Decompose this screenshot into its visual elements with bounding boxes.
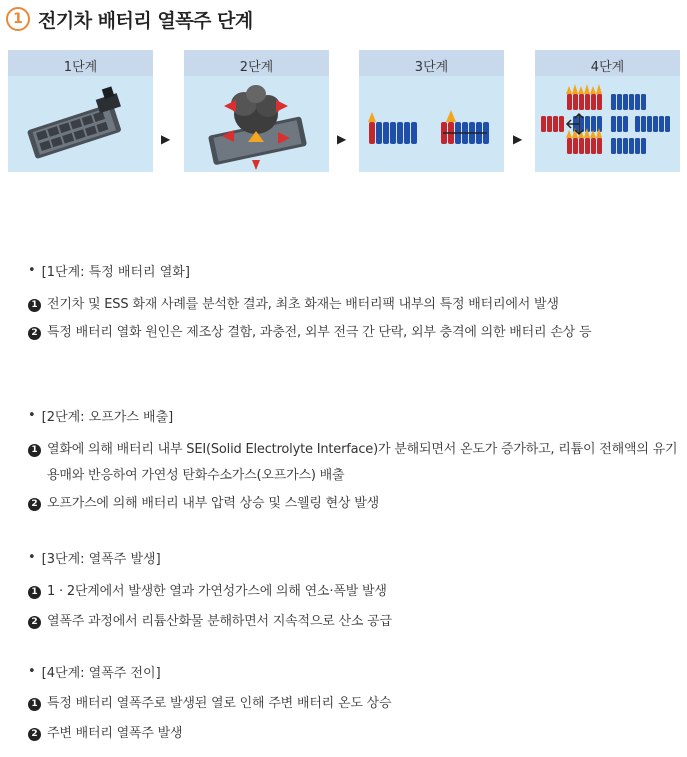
list-item-text: 특정 배터리 열폭주로 발생된 열로 인해 주변 배터리 온도 상승: [47, 696, 392, 711]
list-item-text: 열화에 의해 배터리 내부 SEI(Solid Electrolyte Interface)가 분해되면서 온도가 증가하고, 리튬이 전해액의 유기용매와 반응하여 가연성 탄화수소가스(오프가스) 배출: [47, 442, 678, 483]
list-item: [28, 320, 678, 346]
section-heading: [28, 661, 678, 681]
list-item-text: 오프가스에 의해 배터리 내부 압력 상승 및 스웰링 현상 발생: [47, 496, 379, 511]
list-item: [28, 609, 678, 635]
stage-1-image: [8, 76, 153, 172]
section-stage-2: [28, 405, 678, 517]
arrow-icon: ▶: [161, 132, 171, 146]
section-stage-1: [28, 260, 678, 346]
number-badge-icon: 2: [28, 498, 41, 511]
stage-2-header: 2단계: [184, 50, 329, 81]
section-stage-4: [28, 661, 678, 747]
section-heading-text: [4단계: 열폭주 전이]: [41, 665, 161, 681]
title-text: 전기차 배터리 열폭주 단계: [38, 9, 253, 32]
list-item: [28, 437, 678, 489]
arrow-icon: ▶: [513, 132, 523, 146]
section-heading: [28, 547, 678, 567]
list-item-text: 1 · 2단계에서 발생한 열과 가연성가스에 의해 연소·폭발 발생: [47, 584, 387, 599]
list-item: [28, 721, 678, 747]
title-number-badge: 1: [6, 7, 30, 31]
number-badge-icon: 1: [28, 444, 41, 457]
stage-2-image: [184, 76, 329, 172]
number-badge-icon: 2: [28, 327, 41, 340]
section-heading-text: [1단계: 특정 배터리 열화]: [41, 264, 190, 280]
list-item: [28, 292, 678, 318]
number-badge-icon: 1: [28, 586, 41, 599]
bullet-icon: •: [28, 663, 36, 679]
section-heading-text: [2단계: 오프가스 배출]: [41, 409, 174, 425]
list-item-text: 전기차 및 ESS 화재 사례를 분석한 결과, 최초 화재는 배터리팩 내부의 특정 배터리에서 발생: [47, 297, 559, 312]
number-badge-icon: 1: [28, 299, 41, 312]
number-badge-icon: 2: [28, 728, 41, 741]
list-item-text: 주변 배터리 열폭주 발생: [47, 726, 183, 741]
section-heading-text: [3단계: 열폭주 발생]: [41, 551, 161, 567]
bullet-icon: •: [28, 549, 36, 565]
list-item-text: 특정 배터리 열화 원인은 제조상 결함, 과충전, 외부 전극 간 단락, 외부 충격에 의한 배터리 손상 등: [47, 325, 592, 340]
stage-1-header: 1단계: [8, 50, 153, 81]
bullet-icon: •: [28, 262, 36, 278]
list-item: [28, 579, 678, 605]
arrow-icon: ▶: [337, 132, 347, 146]
section-heading: [28, 405, 678, 425]
list-item: [28, 491, 678, 517]
list-item-text: 열폭주 과정에서 리튬산화물 분해하면서 지속적으로 산소 공급: [47, 614, 392, 629]
list-item: [28, 691, 678, 717]
section-stage-3: [28, 547, 678, 635]
number-badge-icon: 1: [28, 698, 41, 711]
number-badge-icon: 2: [28, 616, 41, 629]
bullet-icon: •: [28, 407, 36, 423]
stage-4-header: 4단계: [535, 50, 680, 81]
stage-3-image: [359, 76, 504, 172]
stage-3-header: 3단계: [359, 50, 504, 81]
stage-4-image: [535, 76, 680, 172]
page-title: [6, 6, 253, 32]
section-heading: [28, 260, 678, 280]
